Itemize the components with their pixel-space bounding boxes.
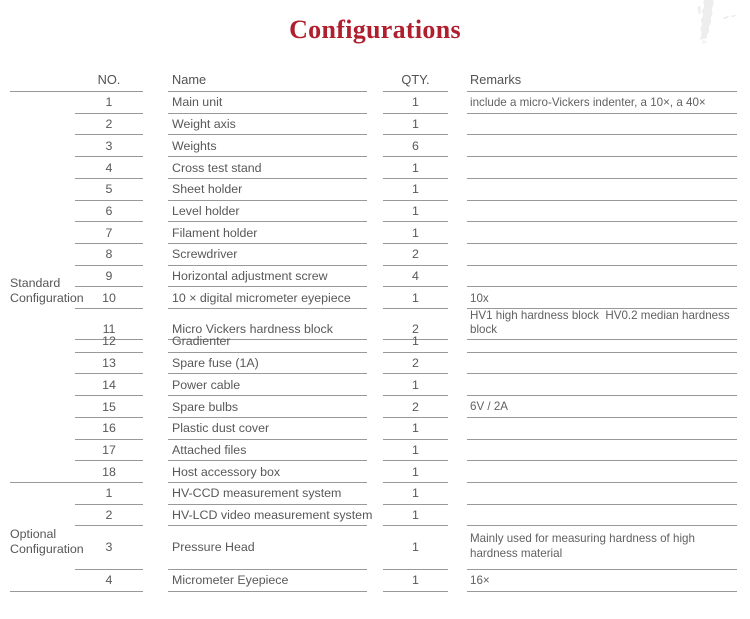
table-row <box>0 114 737 136</box>
remarks-cell <box>467 201 737 223</box>
qty-cell: 1 <box>383 461 448 483</box>
no-cell: 1 <box>75 92 143 114</box>
name-cell: Micrometer Eyepiece <box>168 570 367 592</box>
remarks-cell: 10x <box>467 287 737 309</box>
no-cell: 13 <box>75 353 143 375</box>
qty-cell: 1 <box>383 287 448 309</box>
remarks-cell: include a micro-Vickers indenter, a 10×, a 40× <box>467 92 737 114</box>
qty-cell: 1 <box>383 201 448 223</box>
table-row <box>0 287 737 309</box>
column-header-no: NO. <box>75 70 143 92</box>
no-cell: 17 <box>75 440 143 462</box>
qty-cell: 1 <box>383 331 448 353</box>
qty-cell: 2 <box>383 309 448 340</box>
name-cell: Weight axis <box>168 114 367 136</box>
table-header-row <box>0 70 737 92</box>
qty-cell: 2 <box>383 244 448 266</box>
name-cell: 10 × digital micrometer eyepiece <box>168 287 367 309</box>
qty-cell: 1 <box>383 222 448 244</box>
qty-cell: 4 <box>383 266 448 288</box>
section-header-spacer <box>10 70 75 92</box>
table-row <box>0 222 737 244</box>
qty-cell: 1 <box>383 505 448 527</box>
remarks-cell: 16× <box>467 570 737 592</box>
remarks-cell: 6V / 2A <box>467 396 737 418</box>
table-row <box>0 244 737 266</box>
qty-cell: 1 <box>383 374 448 396</box>
table-row <box>0 157 737 179</box>
no-cell: 5 <box>75 179 143 201</box>
remarks-cell: Mainly used for measuring hardness of high hardness material <box>467 526 737 569</box>
remarks-cell <box>467 418 737 440</box>
name-cell: Gradienter <box>168 331 367 353</box>
qty-cell: 1 <box>383 418 448 440</box>
no-cell: 3 <box>75 526 143 569</box>
section-end-rule <box>10 570 75 592</box>
table-row <box>0 353 737 375</box>
remarks-cell <box>467 222 737 244</box>
remarks-cell <box>467 331 737 353</box>
name-cell: Attached files <box>168 440 367 462</box>
no-cell: 3 <box>75 135 143 157</box>
remarks-cell: HV1 high hardness block HV0.2 median hardness block <box>467 309 737 340</box>
no-cell: 11 <box>75 309 143 340</box>
qty-cell: 1 <box>383 570 448 592</box>
remarks-cell <box>467 353 737 375</box>
table-row <box>0 179 737 201</box>
column-header-name: Name <box>168 70 367 92</box>
name-cell: Level holder <box>168 201 367 223</box>
name-cell: Main unit <box>168 92 367 114</box>
no-cell: 10 <box>75 287 143 309</box>
no-cell: 18 <box>75 461 143 483</box>
name-cell: Micro Vickers hardness block <box>168 309 367 340</box>
name-cell: Weights <box>168 135 367 157</box>
table-row <box>0 505 737 527</box>
table-row <box>0 201 737 223</box>
remarks-cell <box>467 461 737 483</box>
table-row <box>0 526 737 569</box>
configurations-table <box>0 70 737 592</box>
table-row <box>0 374 737 396</box>
name-cell: HV-LCD video measurement system <box>168 505 367 527</box>
name-cell: Spare fuse (1A) <box>168 353 367 375</box>
qty-cell: 1 <box>383 526 448 569</box>
qty-cell: 1 <box>383 179 448 201</box>
qty-cell: 1 <box>383 92 448 114</box>
section-end-rule <box>10 461 75 483</box>
table-row <box>0 483 737 505</box>
name-cell: Pressure Head <box>168 526 367 569</box>
qty-cell: 6 <box>383 135 448 157</box>
no-cell: 9 <box>75 266 143 288</box>
remarks-cell <box>467 440 737 462</box>
table-row <box>0 461 737 483</box>
page-title: Configurations <box>289 15 461 44</box>
remarks-cell <box>467 179 737 201</box>
qty-cell: 1 <box>383 440 448 462</box>
name-cell: Spare bulbs <box>168 396 367 418</box>
name-cell: Cross test stand <box>168 157 367 179</box>
name-cell: Screwdriver <box>168 244 367 266</box>
remarks-cell <box>467 114 737 136</box>
no-cell: 4 <box>75 570 143 592</box>
table-row <box>0 135 737 157</box>
table-row <box>0 418 737 440</box>
name-cell: HV-CCD measurement system <box>168 483 367 505</box>
table-row <box>0 309 737 336</box>
no-cell: 2 <box>75 505 143 527</box>
no-cell: 15 <box>75 396 143 418</box>
qty-cell: 1 <box>383 157 448 179</box>
table-row <box>0 396 737 418</box>
name-cell: Sheet holder <box>168 179 367 201</box>
no-cell: 2 <box>75 114 143 136</box>
remarks-cell <box>467 135 737 157</box>
table-row <box>0 440 737 462</box>
no-cell: 12 <box>75 331 143 353</box>
no-cell: 14 <box>75 374 143 396</box>
name-cell: Filament holder <box>168 222 367 244</box>
qty-cell: 2 <box>383 396 448 418</box>
section-label-optional: Optional Configuration <box>10 527 84 556</box>
no-cell: 7 <box>75 222 143 244</box>
name-cell: Plastic dust cover <box>168 418 367 440</box>
qty-cell: 1 <box>383 114 448 136</box>
table-row <box>0 92 737 114</box>
qty-cell: 1 <box>383 483 448 505</box>
remarks-cell <box>467 374 737 396</box>
no-cell: 1 <box>75 483 143 505</box>
remarks-cell <box>467 505 737 527</box>
name-cell: Host accessory box <box>168 461 367 483</box>
column-header-remarks: Remarks <box>467 70 737 92</box>
table-row <box>0 570 737 592</box>
no-cell: 6 <box>75 201 143 223</box>
name-cell: Power cable <box>168 374 367 396</box>
no-cell: 4 <box>75 157 143 179</box>
remarks-cell <box>467 483 737 505</box>
table-row <box>0 331 737 353</box>
remarks-cell <box>467 266 737 288</box>
remarks-cell <box>467 244 737 266</box>
name-cell: Horizontal adjustment screw <box>168 266 367 288</box>
column-header-qty: QTY. <box>383 70 448 92</box>
no-cell: 8 <box>75 244 143 266</box>
section-label-standard: Standard Configuration <box>10 276 84 305</box>
table-row <box>0 266 737 288</box>
no-cell: 16 <box>75 418 143 440</box>
remarks-cell <box>467 157 737 179</box>
qty-cell: 2 <box>383 353 448 375</box>
